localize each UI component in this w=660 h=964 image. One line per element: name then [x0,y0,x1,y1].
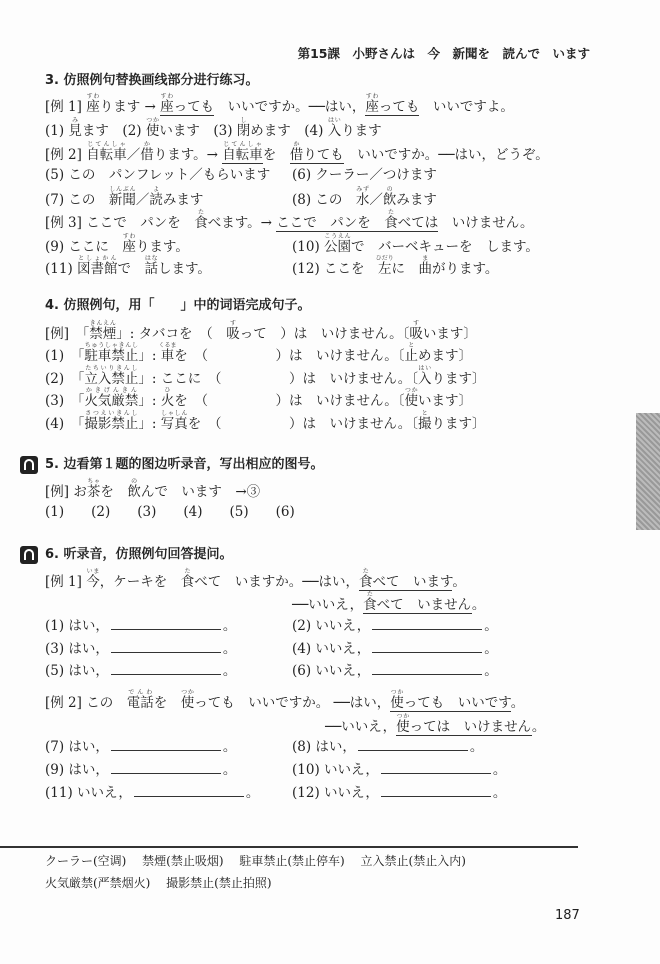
furigana: しんぶん [108,186,136,193]
text: (4) いいえ， [292,641,371,657]
furigana: み [68,117,82,124]
text: 」: [138,348,161,364]
running-header: 第15課 小野さんは 今 新聞を 読んで います [297,46,590,61]
answer-blank[interactable] [381,759,491,774]
kanji-with-reading: 話はな [144,255,159,277]
text: 。 [452,574,466,590]
chapter-tab [636,413,660,530]
text: 。 [222,618,237,634]
text: 。 [510,695,525,711]
text: (8) この [292,192,356,208]
kanji-with-reading: 座すわ [160,93,174,115]
text: ります〕 [431,371,486,387]
text: べて いますか。──はい， [194,574,359,590]
text: (9) ここに [45,239,123,255]
text: [例 1] [45,99,87,115]
text: います (3) [159,123,237,139]
furigana: たちいりきんし [84,365,139,372]
kanji-with-reading: 食た [384,209,398,231]
kanji-with-reading: 座すわ [365,93,379,115]
text: 。 [492,785,507,801]
text: (2) 「 [45,371,85,387]
underlined-text: べては [397,215,439,231]
text: 。 [484,641,498,657]
text: [例] 「 [45,326,90,342]
furigana: はい [418,365,432,372]
text: んで います →③ [140,484,261,500]
kanji-with-reading: 駐車禁止ちゅうしゃきんし [84,342,139,364]
furigana: つか [404,387,419,394]
answer-blank[interactable] [134,782,244,797]
text: いいですよ。 [419,99,514,115]
underlined-text: っても [173,99,215,115]
exercise-line [45,410,486,435]
text: 。 [531,719,546,735]
furigana: かきげんきん [84,387,139,394]
furigana: た [363,591,377,598]
text: を （ ）は いけません。〔 [174,348,405,364]
kanji-with-reading: 電話でんわ [126,689,154,711]
text: ／ [369,192,383,208]
underlined-text: っても いいです [403,695,511,711]
divider-rule [0,846,578,848]
text: 」: [138,393,161,409]
furigana: ひ [160,387,175,394]
text: 。 [222,663,237,679]
text: ります。 [135,239,189,255]
furigana: じてんしゃ [222,141,263,148]
text: に [391,261,419,277]
exercise-line [292,615,498,637]
text: ，ケーキを [99,574,181,590]
text: (12) いいえ， [292,785,379,801]
underlined-text: っても [378,99,420,115]
glossary-row-1: クーラー(空调) 禁煙(禁止吸烟) 駐車禁止(禁止停车) 立入禁止(禁止入内) [45,854,466,868]
kanji-with-reading: 今いま [86,568,100,590]
exercise-line [45,478,260,503]
text: (2) いいえ， [292,618,371,634]
kanji-with-reading: 自転車じてんしゃ [222,141,263,163]
exercise-line [292,782,506,804]
text: 。 [484,663,498,679]
kanji-with-reading: 入はい [327,117,342,139]
kanji-with-reading: 飲の [382,186,397,208]
headphone-icon [20,456,38,474]
furigana: つか [180,689,195,696]
kanji-with-reading: 車くるま [158,342,177,364]
kanji-with-reading: 水みず [355,186,370,208]
furigana: た [358,568,373,575]
text: 。 [469,739,484,755]
answer-blank[interactable] [111,660,221,675]
text: がります。 [432,261,499,277]
text: (1) (2) (3) (4) (5) (6) [45,504,295,520]
text: を [262,147,290,163]
text: (12) ここを [292,261,379,277]
furigana: はな [144,255,158,262]
exercise-line [45,387,472,412]
text: (10) いいえ， [292,762,379,778]
exercise-line [45,689,524,714]
exercise-line [292,736,483,758]
text: (1) 「 [45,348,85,364]
answer-blank[interactable] [372,660,482,675]
furigana: ちゃ [86,478,101,485]
exercise-line [292,759,506,781]
text: みます [396,192,437,208]
text: 。 [222,762,237,778]
furigana: はい [327,117,342,124]
exercise-line [45,759,236,781]
text: ります → [99,99,161,115]
text: べます。→ [207,215,277,231]
exercise-line [45,141,549,166]
furigana: た [384,209,398,216]
exercise-3-title: 3. 仿照例句替换画线部分进行练习。 [45,73,259,88]
text: みます [162,192,204,208]
exercise-line [45,342,472,367]
answer-blank[interactable] [111,759,221,774]
text: いいですか。──はい，どうぞ。 [343,147,549,163]
text: を （ ）は いけません。〔 [174,393,405,409]
kanji-with-reading: 使つか [390,689,404,711]
kanji-with-reading: 借か [289,141,304,163]
furigana: か [289,141,304,148]
text: います〕 [418,393,473,409]
kanji-with-reading: 火ひ [160,387,175,409]
furigana: でんわ [126,689,154,696]
text: (10) [292,239,325,255]
exercise-line [45,568,466,593]
exercise-line [45,186,203,211]
kanji-with-reading: 自転車じてんしゃ [86,141,127,163]
text: で [117,261,145,277]
exercise-line [292,660,498,682]
text: 」: [138,416,161,432]
text: (1) [45,123,69,139]
furigana: きんえん [89,320,117,327]
text: います〕 [422,326,477,342]
answer-blank[interactable] [358,736,468,751]
exercise-line [45,164,270,186]
answer-blank[interactable] [111,736,221,751]
kanji-with-reading: 火気厳禁かきげんきん [84,387,139,409]
kanji-with-reading: 止と [404,342,419,364]
text: っても いいですか。 ──はい， [194,695,391,711]
exercise-line [45,736,236,758]
furigana: すわ [160,93,174,100]
furigana: つか [145,117,160,124]
text: ります [341,123,382,139]
text: ──いいえ， [325,719,397,735]
furigana: こうえん [324,233,351,240]
kanji-with-reading: 使つか [180,689,195,711]
exercise-line [45,93,514,118]
kanji-with-reading: 公園こうえん [324,233,352,255]
text: (9) はい， [45,762,109,778]
exercise-line [45,660,236,682]
text: (7) この [45,192,109,208]
text: [例 2] この [45,695,127,711]
kanji-with-reading: 曲ま [418,255,433,277]
kanji-with-reading: 入はい [418,365,432,387]
furigana: か [140,141,154,148]
kanji-with-reading: 食た [358,568,373,590]
text: ／ [126,147,141,163]
answer-blank[interactable] [111,615,221,630]
kanji-with-reading: 使つか [145,117,160,139]
answer-blank[interactable] [372,615,482,630]
page-number: 187 [555,908,580,923]
text: 。 [484,618,498,634]
text: 。 [471,597,486,613]
exercise-line [45,501,295,523]
exercise-line [45,638,236,660]
text: (6) いいえ， [292,663,371,679]
text: (3) 「 [45,393,85,409]
text: ります〕 [431,416,486,432]
text: (7) はい， [45,739,109,755]
kanji-with-reading: 写真しゃしん [160,410,188,432]
exercise-line [292,638,498,660]
underlined-text: りても [303,147,344,163]
answer-blank[interactable] [372,638,482,653]
furigana: じてんしゃ [86,141,127,148]
kanji-with-reading: 茶ちゃ [86,478,101,500]
text: ／ [135,192,150,208]
furigana: ちゅうしゃきんし [84,342,139,349]
text: ります。→ [153,147,223,163]
text: を [100,484,128,500]
furigana: さつえいきんし [84,410,139,417]
headphone-icon [20,546,38,564]
kanji-with-reading: 左ひだり [375,255,394,277]
exercise-line [45,782,259,804]
text: (11) [45,261,78,277]
kanji-with-reading: 図書館としょかん [77,255,118,277]
text: [例] お [45,484,87,500]
furigana: としょかん [77,255,118,262]
furigana: すわ [86,93,100,100]
kanji-with-reading: 食た [180,568,195,590]
kanji-with-reading: 借か [140,141,154,163]
kanji-with-reading: 使つか [396,713,410,735]
furigana: と [418,410,432,417]
exercise-line [325,713,545,738]
kanji-with-reading: 使つか [404,387,419,409]
furigana: つか [396,713,410,720]
furigana: た [180,568,195,575]
kanji-with-reading: 座すわ [122,233,136,255]
furigana: ま [418,255,432,262]
text: (5) この パンフレット／もらいます [45,167,271,183]
exercise-line [292,591,485,616]
exercise-line [292,164,437,186]
furigana: すわ [365,93,379,100]
text: (3) はい， [45,641,109,657]
text: ──いいえ， [292,597,364,613]
text: 。 [222,641,237,657]
text: めます〕 [418,348,473,364]
furigana: の [127,478,141,485]
furigana: し [236,117,251,124]
text: めます (4) [250,123,328,139]
kanji-with-reading: 吸す [409,320,423,342]
text: (6) クーラー／つけます [292,167,437,183]
text: [例 2] [45,147,87,163]
exercise-line [292,255,498,280]
kanji-with-reading: 座すわ [86,93,100,115]
kanji-with-reading: 立入禁止たちいりきんし [84,365,139,387]
kanji-with-reading: 食た [363,591,377,613]
kanji-with-reading: 閉し [236,117,251,139]
text: いいですか。──はい， [214,99,366,115]
answer-blank[interactable] [111,638,221,653]
furigana: ひだり [375,255,394,262]
text: (8) はい， [292,739,356,755]
underlined-text: べて いません [376,597,472,613]
furigana: す [226,320,240,327]
furigana: す [409,320,423,327]
text: [例 1] [45,574,87,590]
exercise-line [45,255,211,280]
text: (5) はい， [45,663,109,679]
text: って ）は いけません。〔 [239,326,410,342]
kanji-with-reading: 読よ [149,186,163,208]
text: [例 3] ここで パンを [45,215,195,231]
kanji-with-reading: 食た [194,209,208,231]
exercise-line [45,117,382,142]
furigana: た [194,209,208,216]
text: 」: ここに （ ）は いけません。〔 [138,371,419,387]
text: 」: タバコを （ [116,326,227,342]
underlined-text: っては いけません [409,719,532,735]
exercise-6-title: 6. 听录音，仿照例句回答提问。 [45,547,233,562]
text: を （ ）は いけません。〔 [187,416,419,432]
furigana: と [404,342,419,349]
text: で バーベキューを します。 [351,239,539,255]
kanji-with-reading: 見み [68,117,82,139]
underlined-text: べて います [372,574,453,590]
furigana: いま [86,568,100,575]
kanji-with-reading: 撮影禁止さつえいきんし [84,410,139,432]
furigana: よ [149,186,163,193]
text: 。 [245,785,260,801]
text: (4) 「 [45,416,85,432]
text: を [153,695,181,711]
furigana: つか [390,689,404,696]
exercise-line [45,615,236,637]
furigana: の [382,186,397,193]
furigana: すわ [122,233,136,240]
text: (1) はい， [45,618,109,634]
text: ます (2) [81,123,146,139]
answer-blank[interactable] [381,782,491,797]
kanji-with-reading: 新聞しんぶん [108,186,136,208]
furigana: しゃしん [160,410,188,417]
glossary-row-2: 火気厳禁(严禁烟火) 撮影禁止(禁止拍照) [45,876,272,890]
text: (11) いいえ， [45,785,132,801]
exercise-4-title: 4. 仿照例句，用「 」中的词语完成句子。 [45,298,311,313]
text: いけません。 [438,215,534,231]
kanji-with-reading: 吸す [226,320,240,342]
text: 。 [222,739,237,755]
exercise-5-title: 5. 边看第１题的图边听录音，写出相应的图号。 [45,457,324,472]
kanji-with-reading: 撮と [418,410,432,432]
underlined-text: ここで パンを [276,215,385,231]
text: 。 [492,762,507,778]
kanji-with-reading: 飲の [127,478,141,500]
kanji-with-reading: 禁煙きんえん [89,320,117,342]
furigana: くるま [158,342,177,349]
furigana: みず [355,186,370,193]
exercise-line [292,186,437,211]
text: します。 [158,261,211,277]
exercise-line [45,209,534,234]
